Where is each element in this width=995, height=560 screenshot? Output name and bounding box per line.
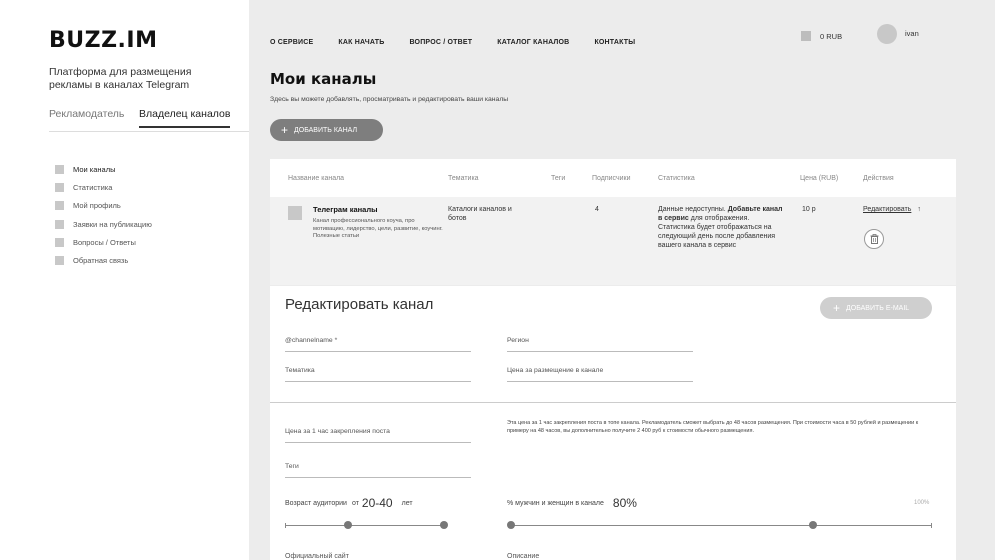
- gender-label: [507, 496, 637, 510]
- price-placement-input[interactable]: Цена за размещение в канале: [507, 367, 693, 382]
- top-nav: [270, 39, 660, 46]
- page-title: Мои каналы: [270, 70, 377, 88]
- arrow-up-icon[interactable]: ↑: [917, 206, 921, 213]
- sidebar-item-label: Мой профиль: [73, 201, 121, 211]
- menu-square-icon: [55, 201, 64, 210]
- stats-text-1: Данные недоступны.: [658, 206, 726, 213]
- tab-channel-owner[interactable]: Владелец каналов: [139, 108, 230, 128]
- main-area: [249, 0, 995, 560]
- sidebar-item-label: Обратная связь: [73, 256, 129, 266]
- age-value: 20-40: [361, 496, 393, 510]
- logo[interactable]: BUZZ.IM: [49, 28, 158, 53]
- nav-catalog[interactable]: КАТАЛОГ КАНАЛОВ: [497, 39, 570, 46]
- panel-title: Редактировать канал: [285, 296, 434, 313]
- menu-square-icon: [55, 165, 64, 174]
- channel-avatar: [288, 206, 302, 220]
- sidebar-item-statistics[interactable]: [55, 178, 152, 196]
- page-subtitle: Здесь вы можете добавлять, просматривать и редактировать ваши каналы: [270, 96, 509, 103]
- add-email-button[interactable]: [820, 297, 932, 319]
- channel-name[interactable]: Телеграм каналы: [313, 205, 378, 214]
- gender-max-label: 100%: [914, 500, 930, 506]
- sidebar-menu: [55, 160, 152, 270]
- sidebar-item-requests[interactable]: [55, 215, 152, 233]
- channel-price: 10 р: [802, 206, 816, 213]
- channel-description: Канал профессионального коуча, про мотивацию, лидерство, цели, развитие, коучинг. Полезные статьи: [313, 218, 443, 240]
- website-label[interactable]: Официальный сайт: [285, 553, 349, 560]
- age-slider-max-handle[interactable]: [440, 521, 448, 529]
- plus-icon: +: [281, 123, 289, 137]
- nav-faq[interactable]: ВОПРОС / ОТВЕТ: [409, 39, 473, 46]
- channel-subscribers: 4: [595, 206, 599, 213]
- tags-input[interactable]: Теги: [285, 463, 471, 478]
- channel-name-cell: [313, 205, 443, 241]
- nav-about[interactable]: О СЕРВИСЕ: [270, 39, 314, 46]
- balance[interactable]: [801, 31, 842, 41]
- age-slider-min-handle[interactable]: [344, 521, 352, 529]
- col-stats[interactable]: Статистика: [658, 175, 695, 182]
- tab-advertiser[interactable]: Рекламодатель: [49, 108, 125, 120]
- channel-stats: [658, 205, 783, 250]
- sidebar: [0, 0, 249, 560]
- description-label[interactable]: Описание: [507, 553, 540, 560]
- col-subscribers[interactable]: Подписчики: [592, 175, 631, 182]
- menu-square-icon: [55, 238, 64, 247]
- age-prefix: от: [351, 499, 359, 507]
- add-email-label: ДОБАВИТЬ E-MAIL: [846, 304, 910, 312]
- col-price[interactable]: Цена (RUB): [800, 175, 839, 182]
- gender-slider-start: [507, 521, 515, 529]
- actions-cell: [863, 205, 921, 214]
- add-channel-label: ДОБАВИТЬ КАНАЛ: [294, 126, 358, 134]
- menu-square-icon: [55, 220, 64, 229]
- age-label: [285, 496, 413, 510]
- sidebar-item-faq[interactable]: [55, 233, 152, 251]
- table-row: [270, 197, 956, 285]
- age-slider-track[interactable]: [285, 525, 445, 526]
- nav-how-to-start[interactable]: КАК НАЧАТЬ: [338, 39, 385, 46]
- edit-link[interactable]: Редактировать: [863, 206, 912, 213]
- sidebar-item-profile[interactable]: [55, 197, 152, 215]
- sidebar-item-feedback[interactable]: [55, 251, 152, 269]
- balance-value: 0 RUB: [820, 31, 843, 41]
- delete-button[interactable]: [864, 229, 884, 249]
- gender-slider-handle[interactable]: [809, 521, 817, 529]
- gender-slider-track[interactable]: [511, 525, 932, 526]
- col-tags[interactable]: Теги: [551, 175, 566, 182]
- user-menu[interactable]: [877, 24, 919, 44]
- channels-table: [270, 159, 956, 285]
- slider-tick: [931, 523, 932, 528]
- tagline: Платформа для размещения рекламы в каналах Telegram: [49, 66, 192, 91]
- slider-tick: [285, 523, 286, 528]
- sidebar-item-label: Мои каналы: [73, 164, 116, 174]
- sidebar-item-my-channels[interactable]: [55, 160, 152, 178]
- avatar: [877, 24, 897, 44]
- gender-value: 80%: [612, 496, 637, 510]
- sidebar-item-label: Заявки на публикацию: [73, 219, 152, 229]
- channelname-input[interactable]: @channelname *: [285, 337, 471, 352]
- pin-price-note: Эта цена за 1 час закрепления поста в топе канала. Рекламодатель сможет выбрать до 48 часов размещения. При стоимости часа в 50 рублей и размещении к примеру на 48 часов, вы дополнительно получите 2 400 руб к стоимости обычного размещения.: [507, 420, 919, 434]
- col-actions: Действия: [863, 175, 894, 182]
- table-header: [270, 159, 956, 197]
- col-name[interactable]: Название канала: [288, 175, 345, 182]
- sidebar-item-label: Вопросы / Ответы: [73, 237, 136, 247]
- sidebar-item-label: Статистика: [73, 182, 113, 192]
- stats-text-2: для отображения. Статистика будет отображаться на следующий день после добавления вашего канала в сервис: [658, 215, 776, 249]
- plus-icon: +: [833, 301, 841, 315]
- role-tabs: [49, 108, 249, 132]
- topic-input[interactable]: Тематика: [285, 367, 471, 382]
- divider: [270, 402, 956, 403]
- nav-contacts[interactable]: КОНТАКТЫ: [594, 39, 636, 46]
- channel-topic: Каталоги каналов и ботов: [448, 206, 512, 222]
- gender-title: % мужчин и женщин в канале: [507, 499, 604, 507]
- stats-link[interactable]: Добавьте канал в сервис: [658, 206, 783, 222]
- price-pin-input[interactable]: Цена за 1 час закрепления поста: [285, 428, 471, 443]
- wallet-icon: [801, 31, 811, 41]
- menu-square-icon: [55, 256, 64, 265]
- trash-icon: [870, 234, 879, 244]
- edit-channel-panel: [270, 286, 956, 560]
- add-channel-button[interactable]: [270, 119, 383, 141]
- region-input[interactable]: Регион: [507, 337, 693, 352]
- col-topic[interactable]: Тематика: [448, 175, 479, 182]
- age-suffix: лет: [401, 499, 413, 507]
- menu-square-icon: [55, 183, 64, 192]
- age-title: Возраст аудитории: [285, 499, 347, 507]
- username: ivan: [905, 29, 919, 38]
